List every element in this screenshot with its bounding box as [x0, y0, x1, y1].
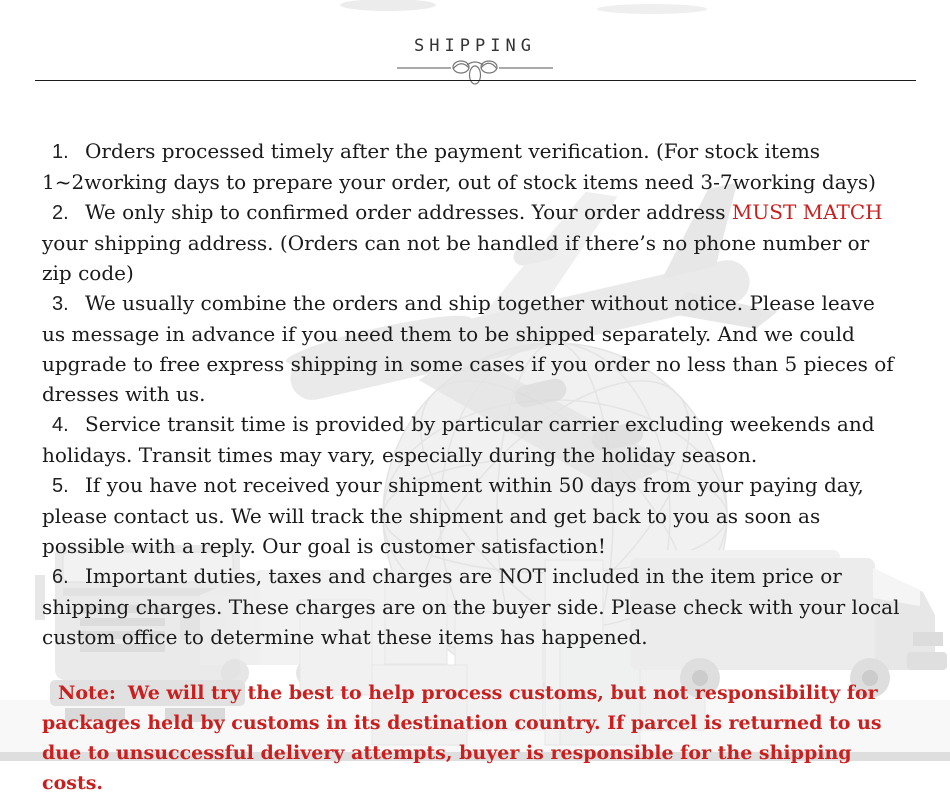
top-remnant-smudges — [340, 0, 707, 14]
shipping-policy-item — [42, 561, 902, 652]
item-text: Orders processed timely after the payment verification. (For stock items 1~2working days to prepare your order, out of stock items need 3-7working days) — [42, 139, 876, 194]
shipping-policy-item — [42, 136, 902, 197]
shipping-policy-list — [42, 136, 902, 652]
item-number: 5. — [52, 475, 69, 497]
customs-note — [42, 678, 902, 798]
item-number: 1. — [52, 141, 69, 163]
item-text: If you have not received your shipment within 50 days from your paying day, please contact us. We will track the shipment and get back to you as soon as possible with a reply. Our goal is customer satisfaction! — [42, 473, 864, 558]
item-text: Service transit time is provided by particular carrier excluding weekends and holidays. Transit times may vary, especially during the holiday season. — [42, 412, 875, 467]
item-text: your shipping address. (Orders can not be handled if there’s no phone number or zip code) — [42, 231, 870, 285]
item-number: 3. — [52, 293, 69, 315]
item-number: 6. — [52, 566, 69, 588]
item-text: We only ship to confirmed order addresses. Your order address — [85, 200, 732, 224]
item-text: Important duties, taxes and charges are NOT included in the item price or shipping charges. These charges are on the buyer side. Please check with your local custom office to determine what these items has happened. — [42, 564, 900, 649]
note-text: We will try the best to help process customs, but not responsibility for packages held by customs in its destination country. If parcel is returned to us due to unsuccessful delivery attempts, buyer is responsible for the shipping costs. — [42, 682, 882, 794]
shipping-policy-item — [42, 197, 902, 288]
item-text: We usually combine the orders and ship together without notice. Please leave us message in advance if you need them to be shipped separately. And we could upgrade to free express shipping in some cases if you order no less than 5 pieces of dresses with us. — [42, 291, 894, 406]
shipping-policy-item — [42, 288, 902, 409]
header-divider — [35, 80, 916, 81]
item-number: 4. — [52, 414, 69, 436]
shipping-policy-item — [42, 409, 902, 470]
shipping-policy-item — [42, 470, 902, 561]
flourish-ornament-icon — [395, 56, 555, 86]
item-number: 2. — [52, 202, 69, 224]
note-label: Note: — [58, 682, 116, 704]
section-title: SHIPPING — [414, 36, 536, 56]
shipping-policy-section — [42, 136, 902, 798]
highlighted-text: MUST MATCH — [731, 200, 883, 224]
